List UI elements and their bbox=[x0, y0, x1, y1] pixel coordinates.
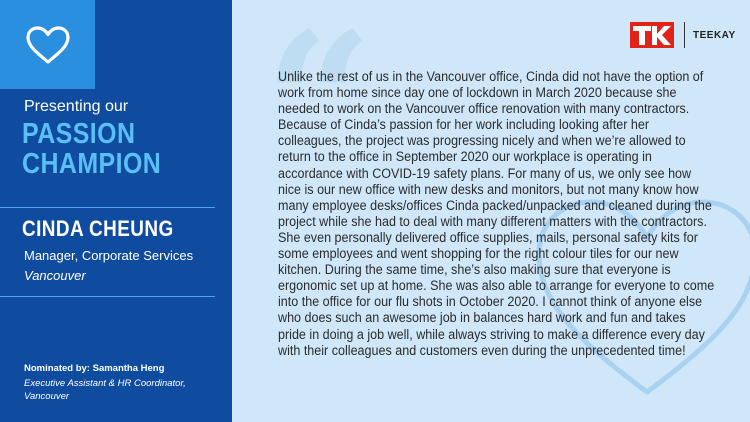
tk-logo-mark-icon bbox=[630, 22, 674, 48]
heart-tile bbox=[0, 0, 95, 89]
award-title-line1: PASSION bbox=[22, 118, 136, 150]
logo-wordmark: TEEKAY bbox=[693, 29, 736, 41]
honoree-location: Vancouver bbox=[24, 268, 86, 283]
award-title-line2: CHAMPION bbox=[22, 148, 162, 180]
logo-separator bbox=[684, 22, 685, 48]
honoree-role: Manager, Corporate Services bbox=[24, 248, 194, 263]
left-panel bbox=[0, 0, 232, 422]
nominated-by: Nominated by: Samantha Heng bbox=[24, 363, 165, 374]
nominator-role: Executive Assistant & HR Coordinator, Vancouver bbox=[24, 378, 186, 402]
award-title bbox=[22, 119, 161, 179]
heart-outline-icon bbox=[25, 25, 71, 65]
teekay-logo bbox=[630, 22, 736, 48]
honoree-name: CINDA CHEUNG bbox=[22, 216, 174, 241]
right-panel bbox=[232, 0, 750, 422]
quote-mark-icon: “ bbox=[264, 0, 374, 214]
nomination-quote-text: Unlike the rest of us in the Vancouver office, Cinda did not have the option of work from home since day one of lockdown in March 2020 because she needed to work on the Vancouver office renovation with many contractors. Because of Cinda’s passion for her work including looking after her colleagues, the project was progressing nicely and when we’re allowed to return to the office in September 2020 our workplace is operating in accordance with COVID-19 safety plans. For many of us, we only see how nice is our new office with new desks and monitors, but not many know how many employee desks/offices Cinda packed/unpacked and cleaned during the project while she had to deal with many different matters with the contractors. She even personally delivered office supplies, mails, personal safety kits for some employees and went shopping for the right colour tiles for our new kitchen. During the same time, she’s also making sure that everyone is ergonomic set up at home. She was also able to arrange for everyone to come into the office for our flu shots in October 2020. I cannot think of anyone else who does such an awesome job in balances hard work and fun and takes pride in doing a job well, while always striving to make a difference every day with their colleagues and customers even during the unprecedented time! bbox=[278, 69, 715, 358]
divider-top bbox=[0, 207, 215, 208]
presenting-label: Presenting our bbox=[24, 98, 129, 115]
divider-bottom bbox=[0, 296, 215, 297]
